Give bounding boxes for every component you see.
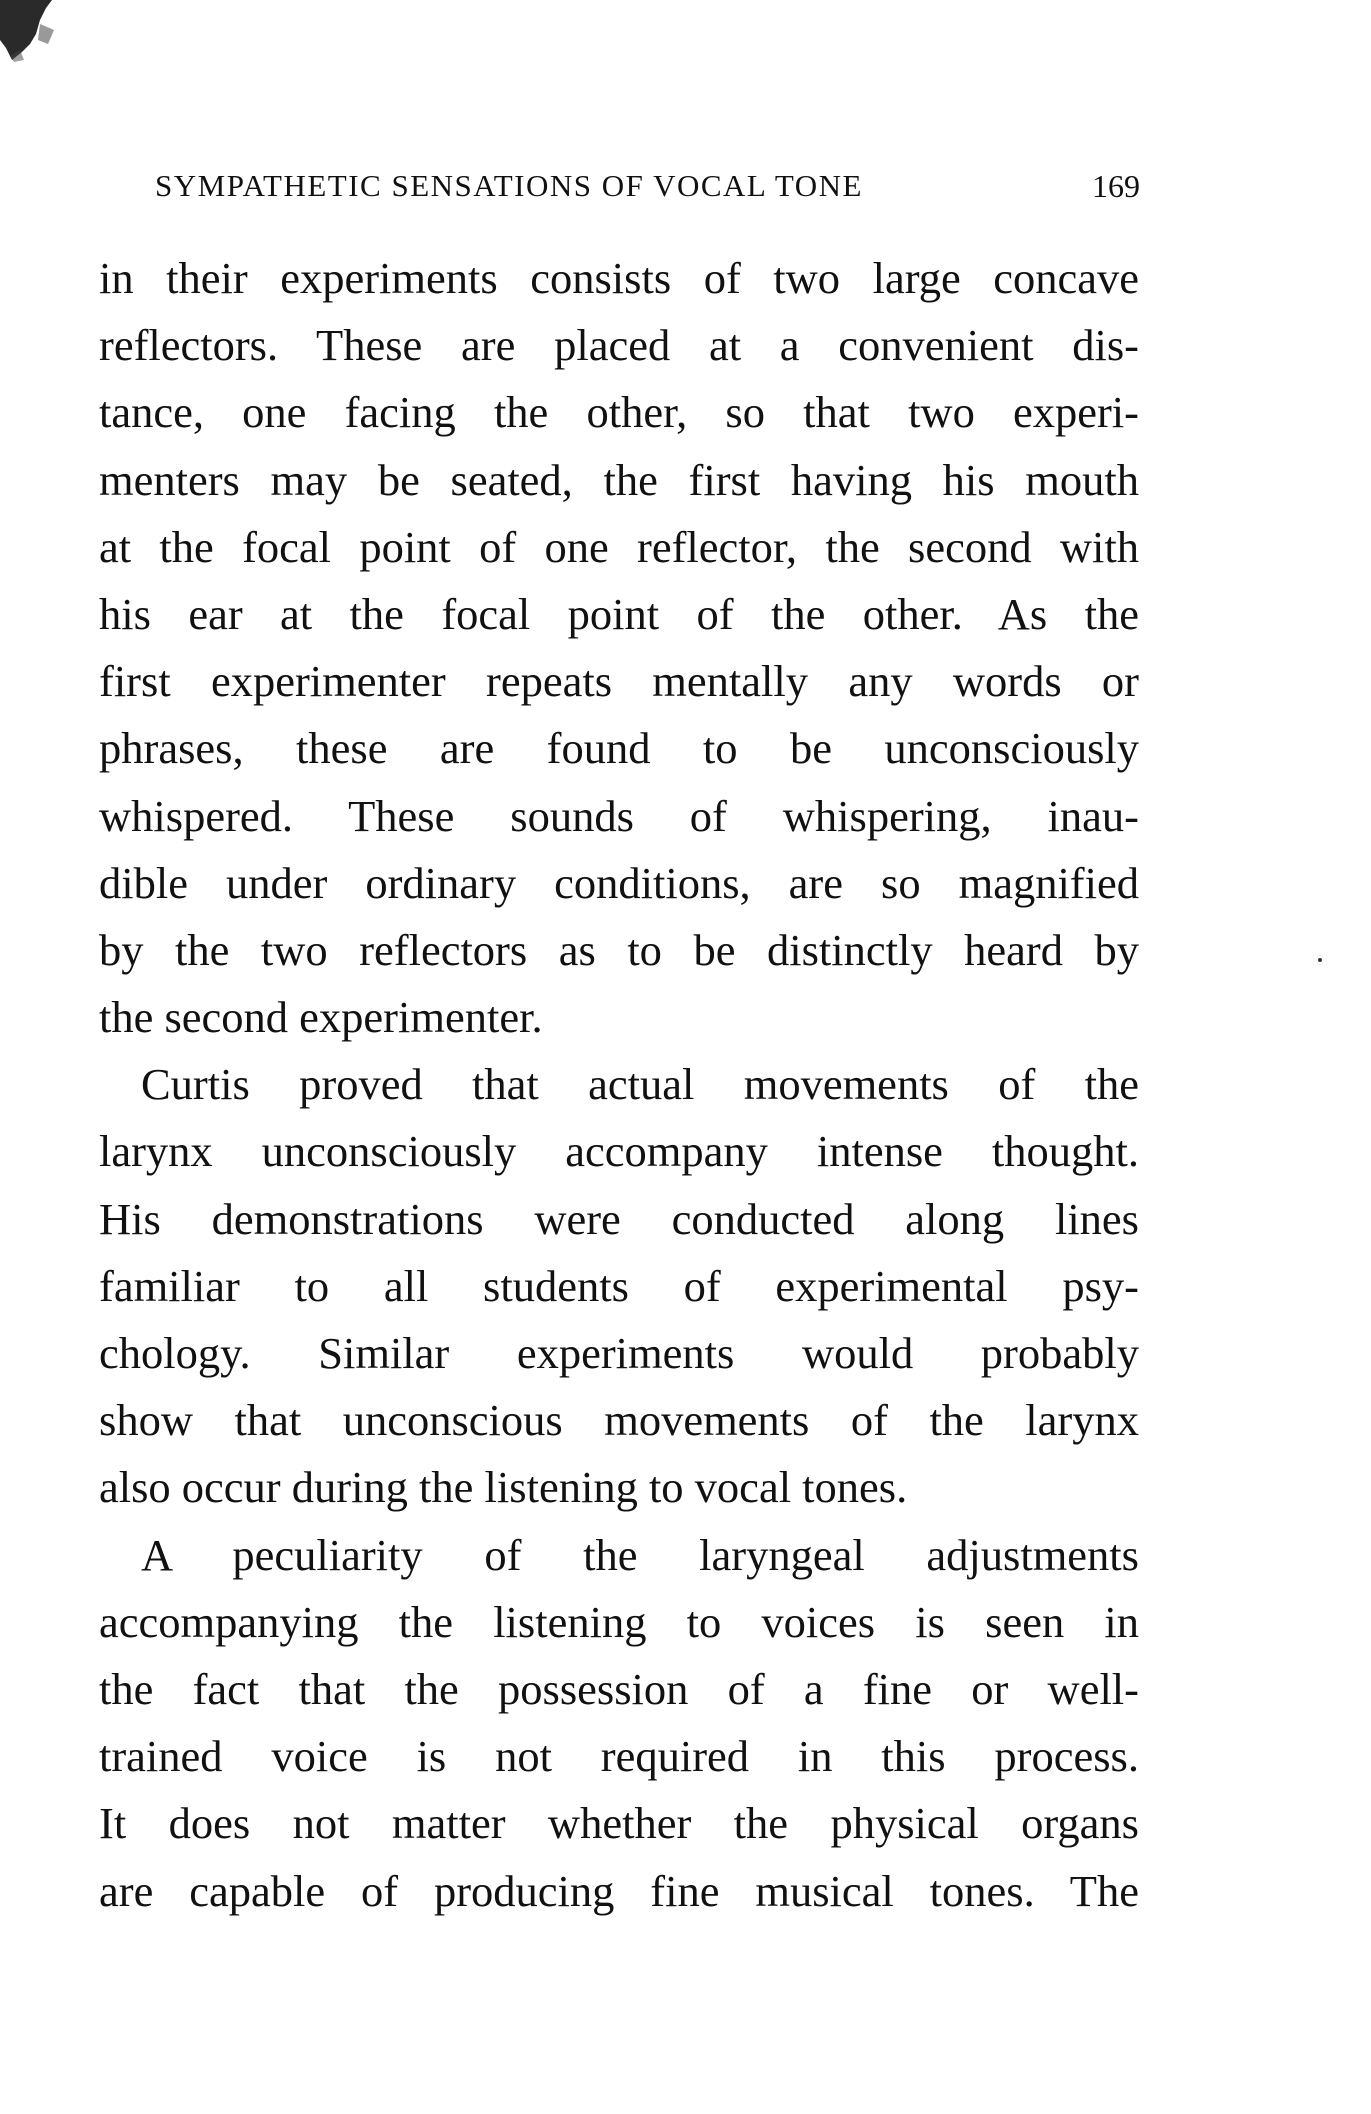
paragraph xyxy=(99,1051,1139,1521)
text-line: His demonstrations were conducted along lines xyxy=(99,1193,1139,1244)
text-line: by the two reflectors as to be distinctly heard by xyxy=(99,924,1139,975)
text-line: at the focal point of one reflector, the second with xyxy=(99,521,1139,572)
text-line: accompanying the listening to voices is seen in xyxy=(99,1596,1139,1647)
ink-smudge xyxy=(0,0,58,62)
paragraph xyxy=(99,1522,1139,1925)
text-line: phrases, these are found to be unconsciously xyxy=(99,723,1139,774)
page-number: 169 xyxy=(1092,168,1140,204)
text-line: tance, one facing the other, so that two experi- xyxy=(99,387,1139,438)
text-line: menters may be seated, the first having his mouth xyxy=(99,454,1139,505)
text-line: dible under ordinary conditions, are so magnified xyxy=(99,857,1139,908)
text-line: are capable of producing fine musical tones. The xyxy=(99,1865,1139,1916)
text-line: trained voice is not required in this process. xyxy=(99,1731,1139,1782)
text-line: A peculiarity of the laryngeal adjustments xyxy=(141,1529,1139,1580)
text-line: in their experiments consists of two large concave xyxy=(99,253,1139,303)
text-line: familiar to all students of experimental psy- xyxy=(99,1260,1139,1311)
text-line: the fact that the possession of a fine or well- xyxy=(99,1663,1139,1714)
text-line: chology. Similar experiments would probably xyxy=(99,1328,1139,1378)
running-head: SYMPATHETIC SENSATIONS OF VOCAL TONE xyxy=(155,168,863,203)
text-line: larynx unconsciously accompany intense thought. xyxy=(99,1126,1139,1177)
page-header xyxy=(155,168,1140,216)
ink-speck xyxy=(1318,958,1322,962)
text-line: It does not matter whether the physical organs xyxy=(99,1798,1139,1849)
text-line: his ear at the focal point of the other. As the xyxy=(99,588,1139,639)
body-text xyxy=(99,245,1139,1925)
text-line: also occur during the listening to vocal tones. xyxy=(99,1462,908,1513)
text-line: reflectors. These are placed at a convenient dis- xyxy=(99,320,1139,371)
paragraph xyxy=(99,245,1139,1051)
text-line: Curtis proved that actual movements of the xyxy=(141,1059,1139,1110)
text-line: first experimenter repeats mentally any words or xyxy=(99,656,1139,707)
text-line: whispered. These sounds of whispering, inau- xyxy=(99,790,1139,841)
text-line: the second experimenter. xyxy=(99,992,543,1043)
text-line: show that unconscious movements of the larynx xyxy=(99,1395,1139,1446)
